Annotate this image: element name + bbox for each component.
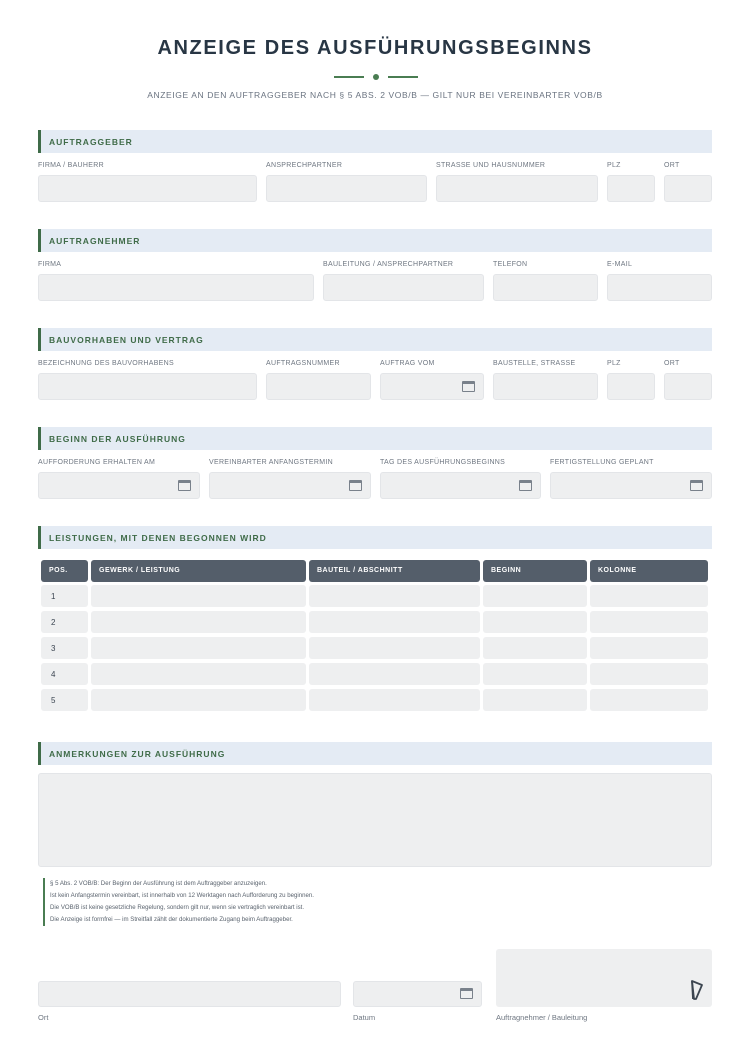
table-row-pos: 5 xyxy=(41,689,88,711)
section-title: AUFTRAGNEHMER xyxy=(49,236,141,246)
label-firma-bauherr: FIRMA / BAUHERR xyxy=(38,162,104,169)
table-cell-gewerk[interactable] xyxy=(91,585,306,607)
baustelle-strasse-field[interactable] xyxy=(493,373,598,400)
label-auftrag-vom: AUFTRAG VOM xyxy=(380,360,435,367)
section-header-auftragnehmer xyxy=(38,229,712,252)
calendar-icon[interactable] xyxy=(178,480,191,491)
auftraggeber-strasse-field[interactable] xyxy=(436,175,598,202)
table-cell-beginn[interactable] xyxy=(483,689,587,711)
section-header-anmerkungen xyxy=(38,742,712,765)
signature-field[interactable] xyxy=(496,949,712,1007)
page-title: ANZEIGE DES AUSFÜHRUNGSBEGINNS xyxy=(157,37,593,59)
table-cell-beginn[interactable] xyxy=(483,611,587,633)
auftragnehmer-telefon-field[interactable] xyxy=(493,274,598,301)
table-cell-kolonne[interactable] xyxy=(590,637,708,659)
column-header-pos: POS. xyxy=(41,560,88,582)
table-cell-gewerk[interactable] xyxy=(91,689,306,711)
auftraggeber-plz-field[interactable] xyxy=(607,175,655,202)
auftraggeber-firma-field[interactable] xyxy=(38,175,257,202)
label-telefon: TELEFON xyxy=(493,261,528,268)
table-cell-beginn[interactable] xyxy=(483,585,587,607)
auftragnehmer-email-field[interactable] xyxy=(607,274,712,301)
table-cell-bauteil[interactable] xyxy=(309,663,480,685)
section-title: LEISTUNGEN, MIT DENEN BEGONNEN WIRD xyxy=(49,533,267,543)
column-header-beginn: BEGINN xyxy=(483,560,587,582)
table-cell-bauteil[interactable] xyxy=(309,585,480,607)
label-fertigstellung: FERTIGSTELLUNG GEPLANT xyxy=(550,459,654,466)
calendar-icon[interactable] xyxy=(519,480,532,491)
section-header-leistungen xyxy=(38,526,712,549)
table-cell-kolonne[interactable] xyxy=(590,689,708,711)
label-aufforderung: AUFFORDERUNG ERHALTEN AM xyxy=(38,459,156,466)
legal-line: Die VOB/B ist keine gesetzliche Regelung, sondern gilt nur, wenn sie vertraglich vereinbart ist. xyxy=(50,904,305,911)
section-title: BAUVORHABEN UND VERTRAG xyxy=(49,335,204,345)
label-ort: ORT xyxy=(664,162,680,169)
table-cell-beginn[interactable] xyxy=(483,637,587,659)
table-cell-kolonne[interactable] xyxy=(590,585,708,607)
ausfuehrungsbeginn-date-field[interactable] xyxy=(380,472,541,499)
auftraggeber-ort-field[interactable] xyxy=(664,175,712,202)
ort-field[interactable] xyxy=(38,981,341,1007)
label-tag-beginn: TAG DES AUSFÜHRUNGSBEGINNS xyxy=(380,459,506,466)
section-header-beginn xyxy=(38,427,712,450)
label-email: E-MAIL xyxy=(607,261,633,268)
table-cell-gewerk[interactable] xyxy=(91,663,306,685)
pen-nib-icon xyxy=(690,979,704,1001)
label-anfangstermin: VEREINBARTER ANFANGSTERMIN xyxy=(209,459,333,466)
calendar-icon[interactable] xyxy=(349,480,362,491)
section-header-bauvorhaben xyxy=(38,328,712,351)
section-title: ANMERKUNGEN ZUR AUSFÜHRUNG xyxy=(49,749,226,759)
legal-notice xyxy=(43,878,523,926)
table-row-pos: 4 xyxy=(41,663,88,685)
title-ornament xyxy=(334,74,418,80)
legal-line: Die Anzeige ist formfrei — im Streitfall zählt der dokumentierte Zugang beim Auftraggeber. xyxy=(50,916,293,923)
table-cell-kolonne[interactable] xyxy=(590,663,708,685)
label-plz: PLZ xyxy=(607,162,621,169)
table-cell-kolonne[interactable] xyxy=(590,611,708,633)
ort-label: Ort xyxy=(38,1013,49,1022)
label-plz: PLZ xyxy=(607,360,621,367)
section-header-auftraggeber xyxy=(38,130,712,153)
label-baustelle: BAUSTELLE, STRASSE xyxy=(493,360,576,367)
auftragnehmer-firma-field[interactable] xyxy=(38,274,314,301)
legal-line: § 5 Abs. 2 VOB/B: Der Beginn der Ausführung ist dem Auftraggeber anzuzeigen. xyxy=(50,880,267,887)
label-strasse: STRASSE UND HAUSNUMMER xyxy=(436,162,546,169)
calendar-icon[interactable] xyxy=(462,381,475,392)
auftraggeber-ansprechpartner-field[interactable] xyxy=(266,175,427,202)
datum-field[interactable] xyxy=(353,981,482,1007)
table-row-pos: 3 xyxy=(41,637,88,659)
auftragsnummer-field[interactable] xyxy=(266,373,371,400)
label-ansprechpartner: ANSPRECHPARTNER xyxy=(266,162,343,169)
signer-label: Auftragnehmer / Bauleitung xyxy=(496,1013,588,1022)
calendar-icon[interactable] xyxy=(690,480,703,491)
fertigstellung-date-field[interactable] xyxy=(550,472,712,499)
table-cell-bauteil[interactable] xyxy=(309,611,480,633)
table-cell-bauteil[interactable] xyxy=(309,689,480,711)
table-cell-gewerk[interactable] xyxy=(91,611,306,633)
label-bauleitung: BAULEITUNG / ANSPRECHPARTNER xyxy=(323,261,454,268)
table-cell-bauteil[interactable] xyxy=(309,637,480,659)
table-cell-beginn[interactable] xyxy=(483,663,587,685)
anfangstermin-date-field[interactable] xyxy=(209,472,371,499)
label-ort: ORT xyxy=(664,360,680,367)
column-header-kolonne: KOLONNE xyxy=(590,560,708,582)
table-row-pos: 2 xyxy=(41,611,88,633)
section-title: BEGINN DER AUSFÜHRUNG xyxy=(49,434,186,444)
aufforderung-date-field[interactable] xyxy=(38,472,200,499)
calendar-icon[interactable] xyxy=(460,988,473,999)
legal-line: Ist kein Anfangstermin vereinbart, ist innerhalb von 12 Werktagen nach Aufforderung zu beginnen. xyxy=(50,892,315,899)
label-bezeichnung: BEZEICHNUNG DES BAUVORHABENS xyxy=(38,360,174,367)
label-auftragsnummer: AUFTRAGSNUMMER xyxy=(266,360,340,367)
page-subtitle: ANZEIGE AN DEN AUFTRAGGEBER NACH § 5 ABS. 2 VOB/B — GILT NUR BEI VEREINBARTER VOB/B xyxy=(147,90,603,100)
label-firma: FIRMA xyxy=(38,261,62,268)
datum-label: Datum xyxy=(353,1013,376,1022)
bauvorhaben-bezeichnung-field[interactable] xyxy=(38,373,257,400)
auftrag-vom-date-field[interactable] xyxy=(380,373,484,400)
table-row-pos: 1 xyxy=(41,585,88,607)
column-header-bauteil: BAUTEIL / ABSCHNITT xyxy=(309,560,480,582)
baustelle-ort-field[interactable] xyxy=(664,373,712,400)
section-title: AUFTRAGGEBER xyxy=(49,137,133,147)
baustelle-plz-field[interactable] xyxy=(607,373,655,400)
anmerkungen-textarea[interactable] xyxy=(38,773,712,867)
column-header-gewerk: GEWERK / LEISTUNG xyxy=(91,560,306,582)
auftragnehmer-bauleitung-field[interactable] xyxy=(323,274,484,301)
table-cell-gewerk[interactable] xyxy=(91,637,306,659)
